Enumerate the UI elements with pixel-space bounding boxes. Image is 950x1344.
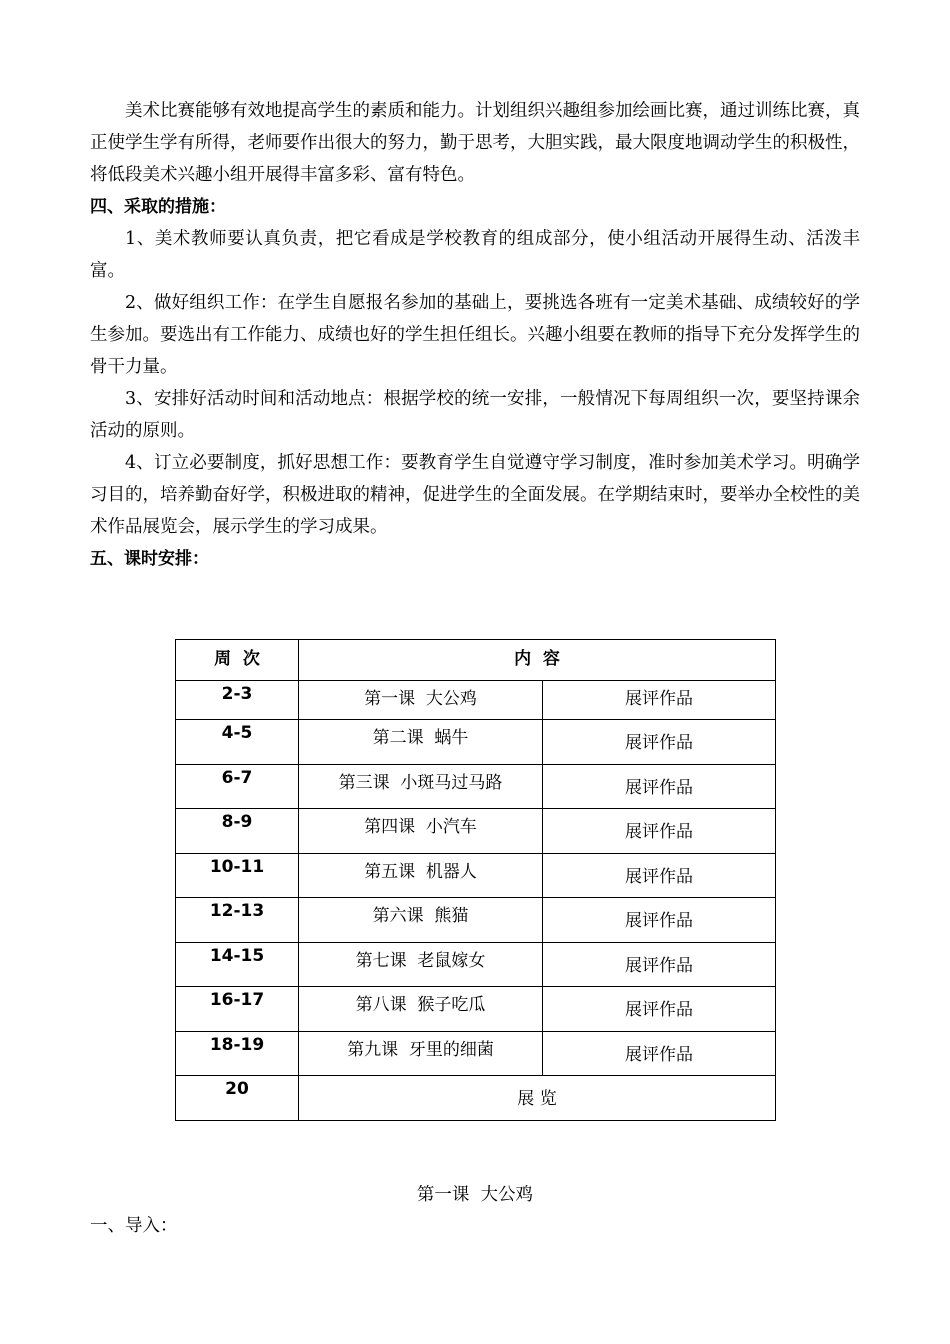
header-content: 内 容	[299, 640, 776, 681]
table-row	[176, 1031, 776, 1076]
week-cell: 20	[176, 1076, 299, 1121]
activity-cell: 展评作品	[543, 987, 776, 1032]
week-cell: 10-11	[176, 853, 299, 898]
activity-cell: 展评作品	[543, 720, 776, 765]
activity-cell: 展评作品	[543, 942, 776, 987]
measure-4: 4、订立必要制度，抓好思想工作：要教育学生自觉遵守学习制度，准时参加美术学习。明确学习目的，培养勤奋好学，积极进取的精神，促进学生的全面发展。在学期结束时，要举办全校性的美术作品展览会，展示学生的学习成果。	[90, 453, 860, 537]
week-cell: 2-3	[176, 680, 299, 720]
document-body	[90, 95, 860, 575]
activity-cell: 展评作品	[543, 680, 776, 720]
table-row	[176, 764, 776, 809]
intro-paragraph: 美术比赛能够有效地提高学生的素质和能力。计划组织兴趣组参加绘画比赛，通过训练比赛，真正使学生学有所得，老师要作出很大的努力，勤于思考，大胆实践，最大限度地调动学生的积极性，将低段美术兴趣小组开展得丰富多彩、富有特色。	[90, 101, 860, 185]
activity-cell: 展评作品	[543, 764, 776, 809]
week-cell: 18-19	[176, 1031, 299, 1076]
lesson-cell: 第八课 猴子吃瓜	[299, 987, 543, 1032]
week-cell: 6-7	[176, 764, 299, 809]
schedule-table	[175, 639, 776, 1121]
activity-cell: 展评作品	[543, 898, 776, 943]
lesson-cell: 第九课 牙里的细菌	[299, 1031, 543, 1076]
table-row	[176, 720, 776, 765]
table-row	[176, 809, 776, 854]
week-cell: 12-13	[176, 898, 299, 943]
lesson-cell: 第六课 熊猫	[299, 898, 543, 943]
lesson-cell: 第一课 大公鸡	[299, 680, 543, 720]
week-cell: 14-15	[176, 942, 299, 987]
measure-3: 3、安排好活动时间和活动地点：根据学校的统一安排，一般情况下每周组织一次，要坚持课余活动的原则。	[90, 389, 860, 441]
lesson-cell: 第二课 蜗牛	[299, 720, 543, 765]
section-5-heading: 五、课时安排：	[90, 549, 209, 569]
table-row-final	[176, 1076, 776, 1121]
measure-1: 1、美术教师要认真负责，把它看成是学校教育的组成部分，使小组活动开展得生动、活泼丰富。	[90, 229, 860, 281]
activity-cell: 展评作品	[543, 1031, 776, 1076]
table-row	[176, 898, 776, 943]
activity-cell: 展评作品	[543, 809, 776, 854]
lesson-cell: 第四课 小汽车	[299, 809, 543, 854]
table-row	[176, 987, 776, 1032]
measure-2: 2、做好组织工作：在学生自愿报名参加的基础上，要挑选各班有一定美术基础、成绩较好的学生参加。要选出有工作能力、成绩也好的学生担任组长。兴趣小组要在教师的指导下充分发挥学生的骨干力量。	[90, 293, 860, 377]
week-cell: 16-17	[176, 987, 299, 1032]
lesson-intro-heading: 一、导入：	[90, 1216, 178, 1236]
week-cell: 4-5	[176, 720, 299, 765]
lesson-cell: 第五课 机器人	[299, 853, 543, 898]
activity-cell: 展评作品	[543, 853, 776, 898]
table-header-row	[176, 640, 776, 681]
section-4-heading: 四、采取的措施：	[90, 197, 226, 217]
lesson-cell: 第三课 小斑马过马路	[299, 764, 543, 809]
week-cell: 8-9	[176, 809, 299, 854]
table-row	[176, 942, 776, 987]
lesson-title: 第一课 大公鸡	[416, 1185, 534, 1205]
header-week: 周 次	[176, 640, 299, 681]
table-row	[176, 680, 776, 720]
exhibition-cell: 展 览	[299, 1076, 776, 1121]
table-row	[176, 853, 776, 898]
lesson-cell: 第七课 老鼠嫁女	[299, 942, 543, 987]
